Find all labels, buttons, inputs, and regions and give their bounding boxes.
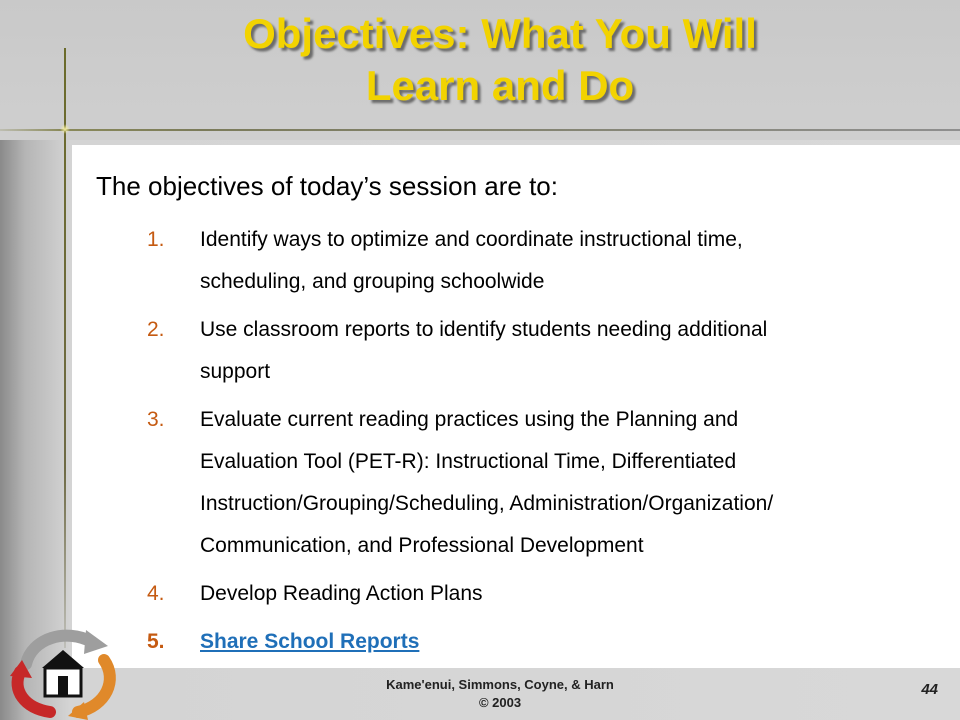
title-line-1: Objectives: What You Will	[243, 10, 757, 57]
objective-line: Identify ways to optimize and coordinate instructional time,	[200, 228, 743, 251]
objective-item-2	[147, 309, 947, 393]
objective-number: 2.	[147, 318, 165, 341]
objective-number: 1.	[147, 228, 165, 251]
objective-text	[200, 219, 743, 303]
objective-text	[200, 573, 483, 615]
objective-line: support	[200, 360, 271, 383]
objective-number: 3.	[147, 408, 165, 431]
objective-text	[200, 309, 767, 393]
objective-line: Develop Reading Action Plans	[200, 582, 483, 605]
objectives-list	[147, 219, 947, 669]
objective-line: Communication, and Professional Development	[200, 534, 644, 557]
decorative-horizontal-line	[0, 129, 960, 131]
page-number: 44	[921, 681, 938, 698]
school-house-icon	[42, 650, 84, 696]
objective-item-5	[147, 621, 947, 663]
objective-line: Evaluate current reading practices using the Planning and	[200, 408, 739, 431]
intro-text: The objectives of today’s session are to:	[96, 171, 558, 201]
objective-line: scheduling, and grouping schoolwide	[200, 270, 545, 293]
slide-title	[150, 8, 850, 112]
objective-text	[200, 399, 773, 567]
objective-line: Instruction/Grouping/Scheduling, Administration/Organization/	[200, 492, 774, 515]
objective-number: 4.	[147, 582, 165, 605]
footer-copyright: © 2003	[478, 695, 522, 710]
title-line-2: Learn and Do	[365, 62, 635, 109]
objective-line: Use classroom reports to identify students needing additional	[200, 318, 768, 341]
home-school-icon[interactable]	[6, 624, 120, 720]
decorative-vertical-line	[64, 48, 66, 648]
footer-authors: Kame'enui, Simmons, Coyne, & Harn	[386, 677, 614, 692]
share-school-reports-link[interactable]: Share School Reports	[200, 630, 420, 653]
objective-line: Evaluation Tool (PET-R): Instructional Time, Differentiated	[200, 450, 737, 473]
content-panel	[72, 145, 960, 668]
objective-item-1	[147, 219, 947, 303]
objective-item-4	[147, 573, 947, 615]
objective-number: 5.	[147, 630, 165, 653]
objective-item-3	[147, 399, 947, 567]
decorative-glow	[60, 124, 70, 134]
footer-credit	[320, 676, 680, 712]
